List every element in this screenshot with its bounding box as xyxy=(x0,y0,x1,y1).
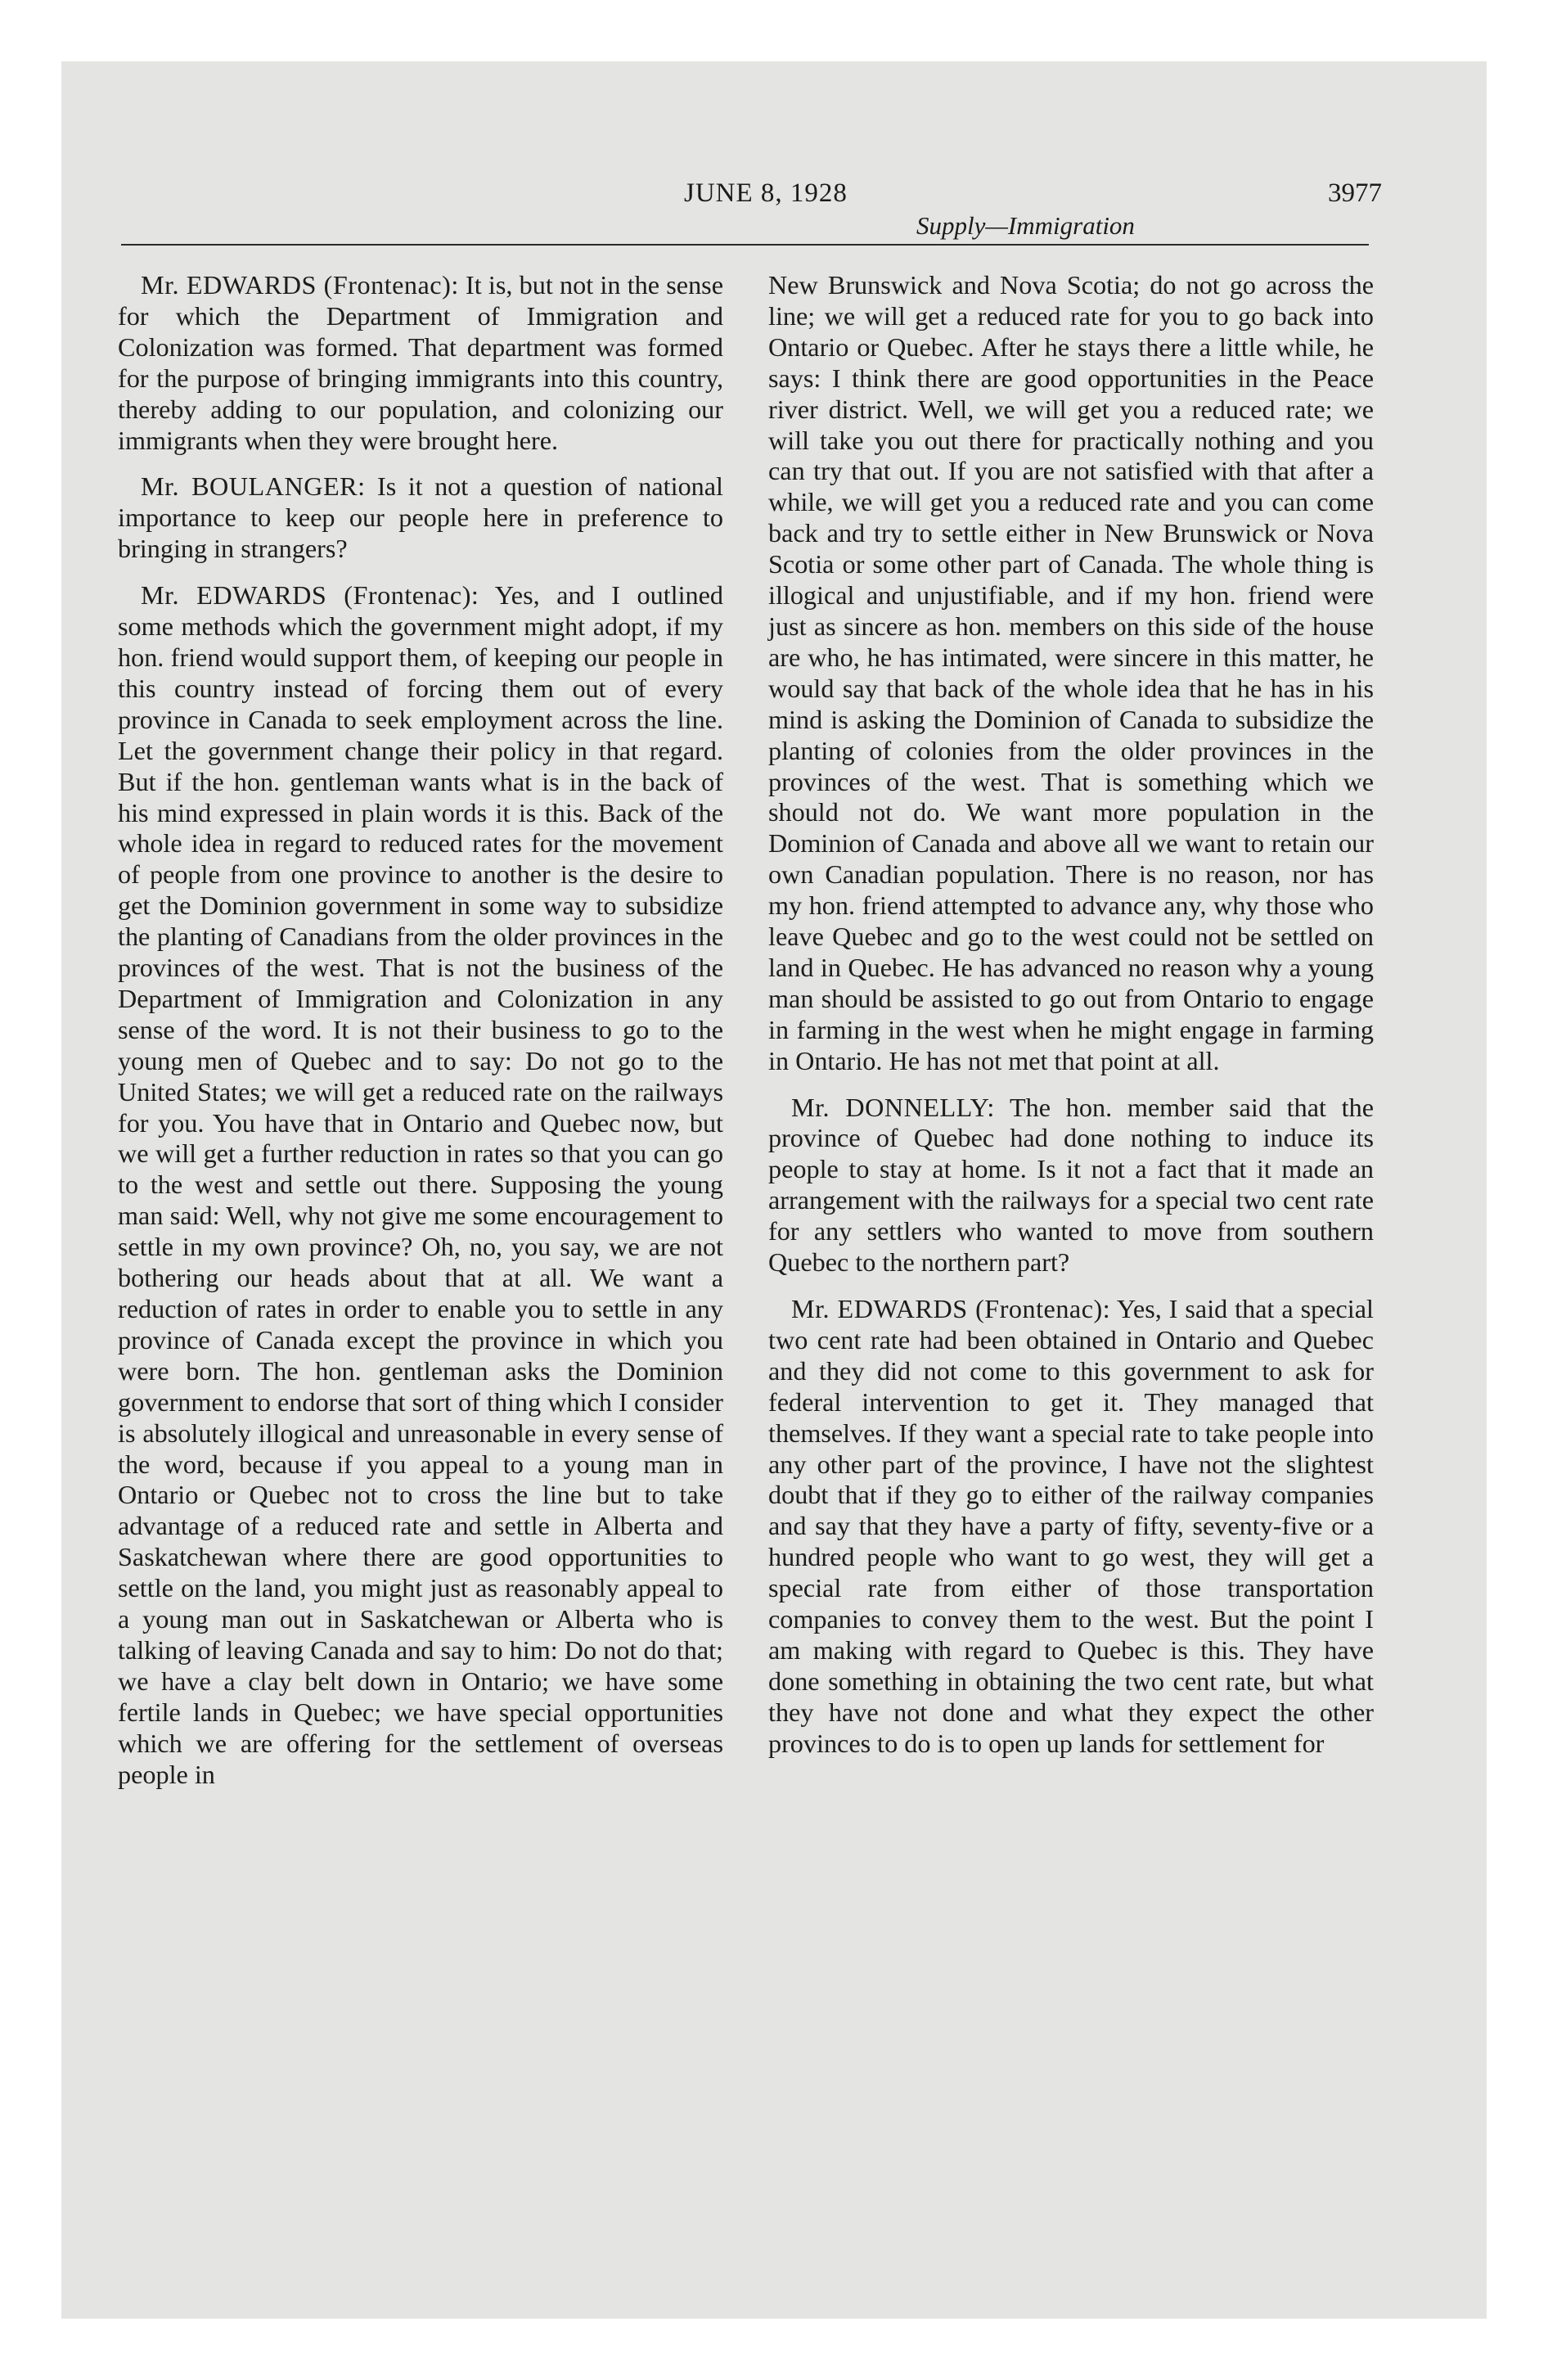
paragraph-text: Yes, I said that a special two cent rate had been obtained in Ontario and Quebec and they did not come to this government to ask for federal intervention to get it. They managed that themselves. If they want a special rate to take people into any other part of the province, I have not the slightest doubt that if they go to either of the railway companies and say that they have a party of fifty, seventy-five or a hundred people who want to go west, they will get a special rate from either of those transportation companies to convey them to the west. But the point I am making with regard to Quebec is this. They have done something in obtaining the two cent rate, but what they have not done and what they expect the other provinces to do is to open up lands for settlement for xyxy=(768,1294,1374,1758)
speaker-name: Mr. BOULANGER: xyxy=(141,471,366,502)
page-header xyxy=(61,115,1487,240)
paragraph xyxy=(118,580,723,1790)
paragraph-text: The hon. member said that the province of Quebec had done nothing to induce its people to stay at home. Is it not a fact that it made an arrangement with the railways for a special two cent rate for any settlers who wanted to move from southern Quebec to the northern part? xyxy=(768,1092,1374,1278)
speaker-name: Mr. EDWARDS (Frontenac): xyxy=(141,580,479,611)
paragraph xyxy=(768,1294,1374,1760)
section-title: Supply—Immigration xyxy=(916,211,1135,240)
paragraph-text: Is it not a question of national importance to keep our people here in preference to bringing in strangers? xyxy=(118,471,723,564)
speaker-name: Mr. DONNELLY: xyxy=(791,1092,995,1122)
paragraph-text: It is, but not in the sense for which the Department of Immigration and Colonization was formed. That department was formed for the purpose of bringing immigrants into this country, thereby adding to our population, and colonizing our immigrants when they were brought here. xyxy=(118,270,723,455)
header-rule xyxy=(121,244,1369,246)
paragraph xyxy=(118,270,723,456)
paragraph xyxy=(768,270,1374,1077)
paragraph xyxy=(118,471,723,565)
page-number: 3977 xyxy=(1328,178,1382,208)
paragraph xyxy=(768,1093,1374,1278)
speaker-name: Mr. EDWARDS (Frontenac): xyxy=(791,1294,1111,1323)
right-column xyxy=(768,270,1374,1775)
header-date: JUNE 8, 1928 xyxy=(684,178,848,208)
speaker-name: Mr. EDWARDS (Frontenac): xyxy=(141,270,459,300)
left-column xyxy=(118,270,723,1806)
paragraph-text: New Brunswick and Nova Scotia; do not go across the line; we will get a reduced rate for you to go back into Ontario or Quebec. After he stays there a little while, he says: I think there are good opportunities in the Peace river district. Well, we will get you a reduced rate; we will take you out there for practically nothing and you can try that out. If you are not satisfied with that after a while, we will get you a reduced rate and you can come back and try to settle either in New Brunswick or Nova Scotia or some other part of Canada. The whole thing is illogical and unjustifiable, and if my hon. friend were just as sincere as hon. members on this side of the house are who, he has intimated, were sincere in this matter, he would say that back of the whole idea that he has in his mind is asking the Dominion of Canada to subsidize the planting of colonies from the older provinces in the provinces of the west. That is something which we should not do. We want more population in the Dominion of Canada and above all we want to retain our own Canadian population. There is no reason, nor has my hon. friend attempted to advance any, why those who leave Quebec and go to the west could not be settled on land in Quebec. He has advanced no reason why a young man should be assisted to go out from Ontario to engage in farming in the west when he might engage in farming in Ontario. He has not met that point at all. xyxy=(768,270,1374,1075)
paragraph-text: Yes, and I outlined some methods which the government might adopt, if my hon. friend would support them, of keeping our people in this country instead of forcing them out of every province in Canada to seek employment across the line. Let the government change their policy in that regard. But if the hon. gentleman wants what is in the back of his mind expressed in plain words it is this. Back of the whole idea in regard to reduced rates for the movement of people from one province to another is the desire to get the Dominion government in some way to subsidize the planting of Canadians from the older provinces in the provinces of the west. That is not the business of the Department of Immigration and Colonization in any sense of the word. It is not their business to go to the young men of Quebec and to say: Do not go to the United States; we will get a reduced rate on the railways for you. You have that in Ontario and Quebec now, but we will get a further reduction in rates so that you can go to the west and settle out there. Supposing the young man said: Well, why not give me some encouragement to settle in my own province? Oh, no, you say, we are not bothering our heads about that at all. We want a reduction of rates in order to enable you to settle in any province of Canada except the province in which you were born. The hon. gentleman asks the Dominion government to endorse that sort of thing which I consider is absolutely illogical and unreasonable in every sense of the word, because if you appeal to a young man in Ontario or Quebec not to cross the line but to take advantage of a reduced rate and settle in Alberta and Saskatchewan where there are good opportunities to settle on the land, you might just as reasonably appeal to a young man out in Saskatchewan or Alberta who is talking of leaving Canada and say to him: Do not do that; we have a clay belt down in Ontario; we have some fertile lands in Quebec; we have special opportunities which we are offering for the settlement of overseas people in xyxy=(118,580,723,1789)
